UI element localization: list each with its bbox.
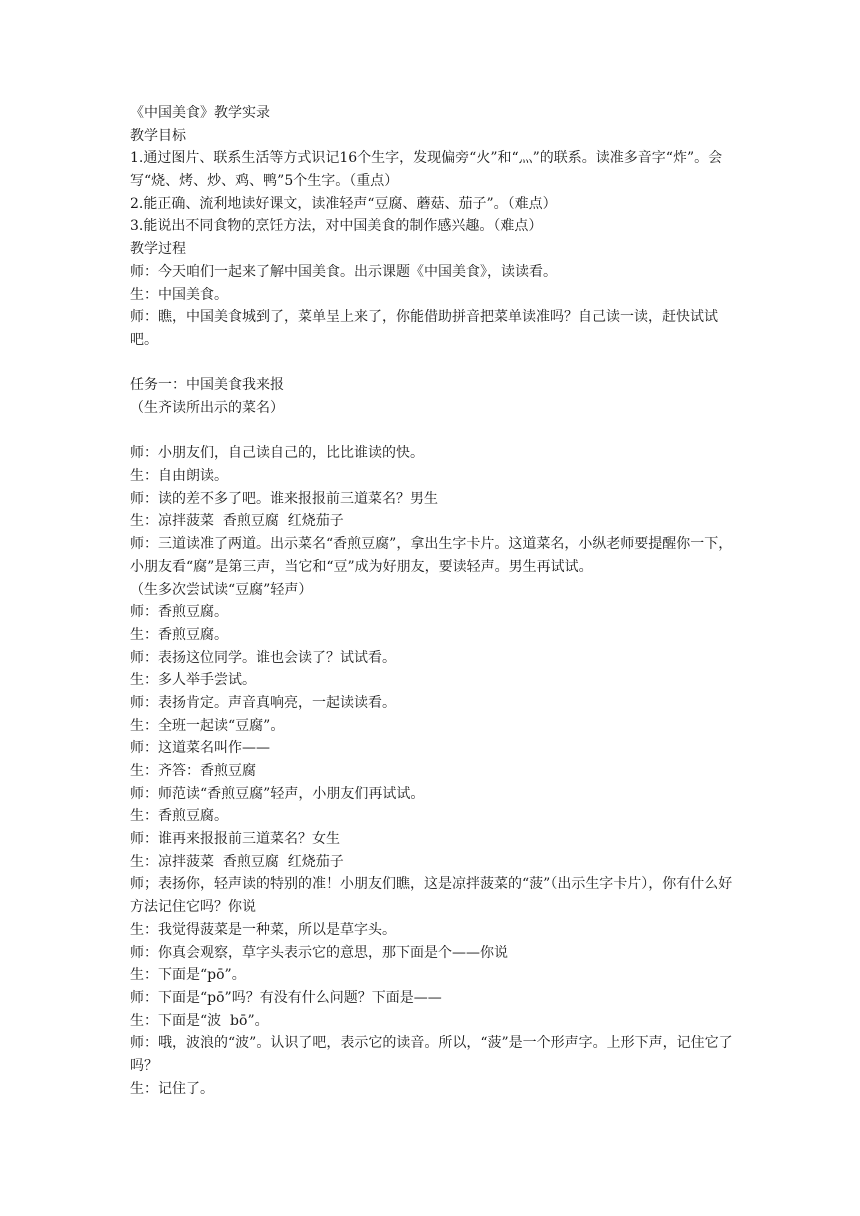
document-title: 《中国美食》教学实录 — [130, 105, 270, 121]
dialogue-line: 师：表扬肯定。声音真响亮，一起读读看。 — [130, 694, 396, 711]
dialogue-line: 师：谁再来报报前三道菜名？女生 — [130, 831, 340, 848]
intro-line-1: 师：今天咱们一起来了解中国美食。出示课题《中国美食》，读读看。 — [130, 263, 557, 280]
task1-note: （生齐读所出示的菜名） — [130, 400, 284, 416]
process-heading: 教学过程 — [130, 241, 186, 258]
dialogue-line: 生：下面是“pō”。 — [130, 967, 246, 984]
dialogue-line: 师：表扬这位同学。谁也会读了？试试看。 — [130, 649, 396, 666]
dialogue-line: 生：下面是“波 bō”。 — [130, 1012, 269, 1029]
blank-line — [130, 352, 734, 375]
dialogue-line: 生：自由朗读。 — [130, 468, 228, 485]
dialogue-line: 师：下面是“pō”吗？有没有什么问题？下面是—— — [130, 989, 442, 1006]
dialogue-line: 师；表扬你，轻声读的特别的准！小朋友们瞧，这是凉拌菠菜的“菠”（出示生字卡片），你有什么好方法记住它吗？你说 — [130, 876, 733, 916]
dialogue-line: 师：小朋友们，自己读自己的，比比谁读的快。 — [130, 445, 424, 462]
document-page — [130, 102, 734, 1100]
dialogue-line: 生：我觉得菠菜是一种菜，所以是草字头。 — [130, 921, 396, 938]
goals-heading: 教学目标 — [130, 127, 186, 144]
goal-item-3: 3.能说出不同食物的烹饪方法，对中国美食的制作感兴趣。（难点） — [130, 218, 543, 235]
dialogue-line: 生：香煎豆腐。 — [130, 808, 228, 825]
task1-heading: 任务一：中国美食我来报 — [130, 377, 284, 394]
goal-item-2: 2.能正确、流利地读好课文，读准轻声“豆腐、蘑菇、茄子”。（难点） — [130, 195, 557, 212]
dialogue-line: 师：师范读“香煎豆腐”轻声，小朋友们再试试。 — [130, 785, 425, 802]
dialogue-line: 生：香煎豆腐。 — [130, 626, 228, 643]
dialogue-line: 师：三道读准了两道。出示菜名“香煎豆腐”，拿出生字卡片。这道菜名，小纵老师要提醒你一下，小朋友看“腐”是第三声，当它和“豆”成为好朋友，要读轻声。男生再试试。 — [130, 536, 733, 575]
dialogue-line: 生：多人举手尝试。 — [130, 672, 256, 689]
dialogue-line: 师：你真会观察，草字头表示它的意思，那下面是个——你说 — [130, 944, 508, 961]
dialogue-line: 生：全班一起读“豆腐”。 — [130, 717, 285, 734]
dialogue-line: 师：这道菜名叫作—— — [130, 740, 270, 757]
intro-line-3: 师：瞧，中国美食城到了，菜单呈上来了，你能借助拼音把菜单读准吗？自己读一读，赶快试试吧。 — [130, 309, 718, 348]
dialogue-line: 生：记住了。 — [130, 1080, 214, 1097]
dialogue-line: 师：读的差不多了吧。谁来报报前三道菜名？男生 — [130, 490, 438, 507]
blank-line — [130, 420, 734, 443]
goal-item-1: 1.通过图片、联系生活等方式识记16个生字，发现偏旁“火”和“灬”的联系。读准多音字“炸”。会写“烧、烤、炒、鸡、鸭”5个生字。（重点） — [130, 150, 723, 190]
dialogue-line: 师：香煎豆腐。 — [130, 604, 228, 621]
dialogue-line: 生：凉拌菠菜 香煎豆腐 红烧茄子 — [130, 853, 344, 870]
dialogue-line: 生：齐答：香煎豆腐 — [130, 763, 256, 780]
dialogue-line: 生：凉拌菠菜 香煎豆腐 红烧茄子 — [130, 513, 344, 530]
dialogue-line: （生多次尝试读“豆腐”轻声） — [130, 581, 313, 598]
intro-line-2: 生：中国美食。 — [130, 286, 228, 303]
dialogue-line: 师：哦，波浪的“波”。认识了吧，表示它的读音。所以，“菠”是一个形声字。上形下声，记住它了吗？ — [130, 1035, 733, 1075]
